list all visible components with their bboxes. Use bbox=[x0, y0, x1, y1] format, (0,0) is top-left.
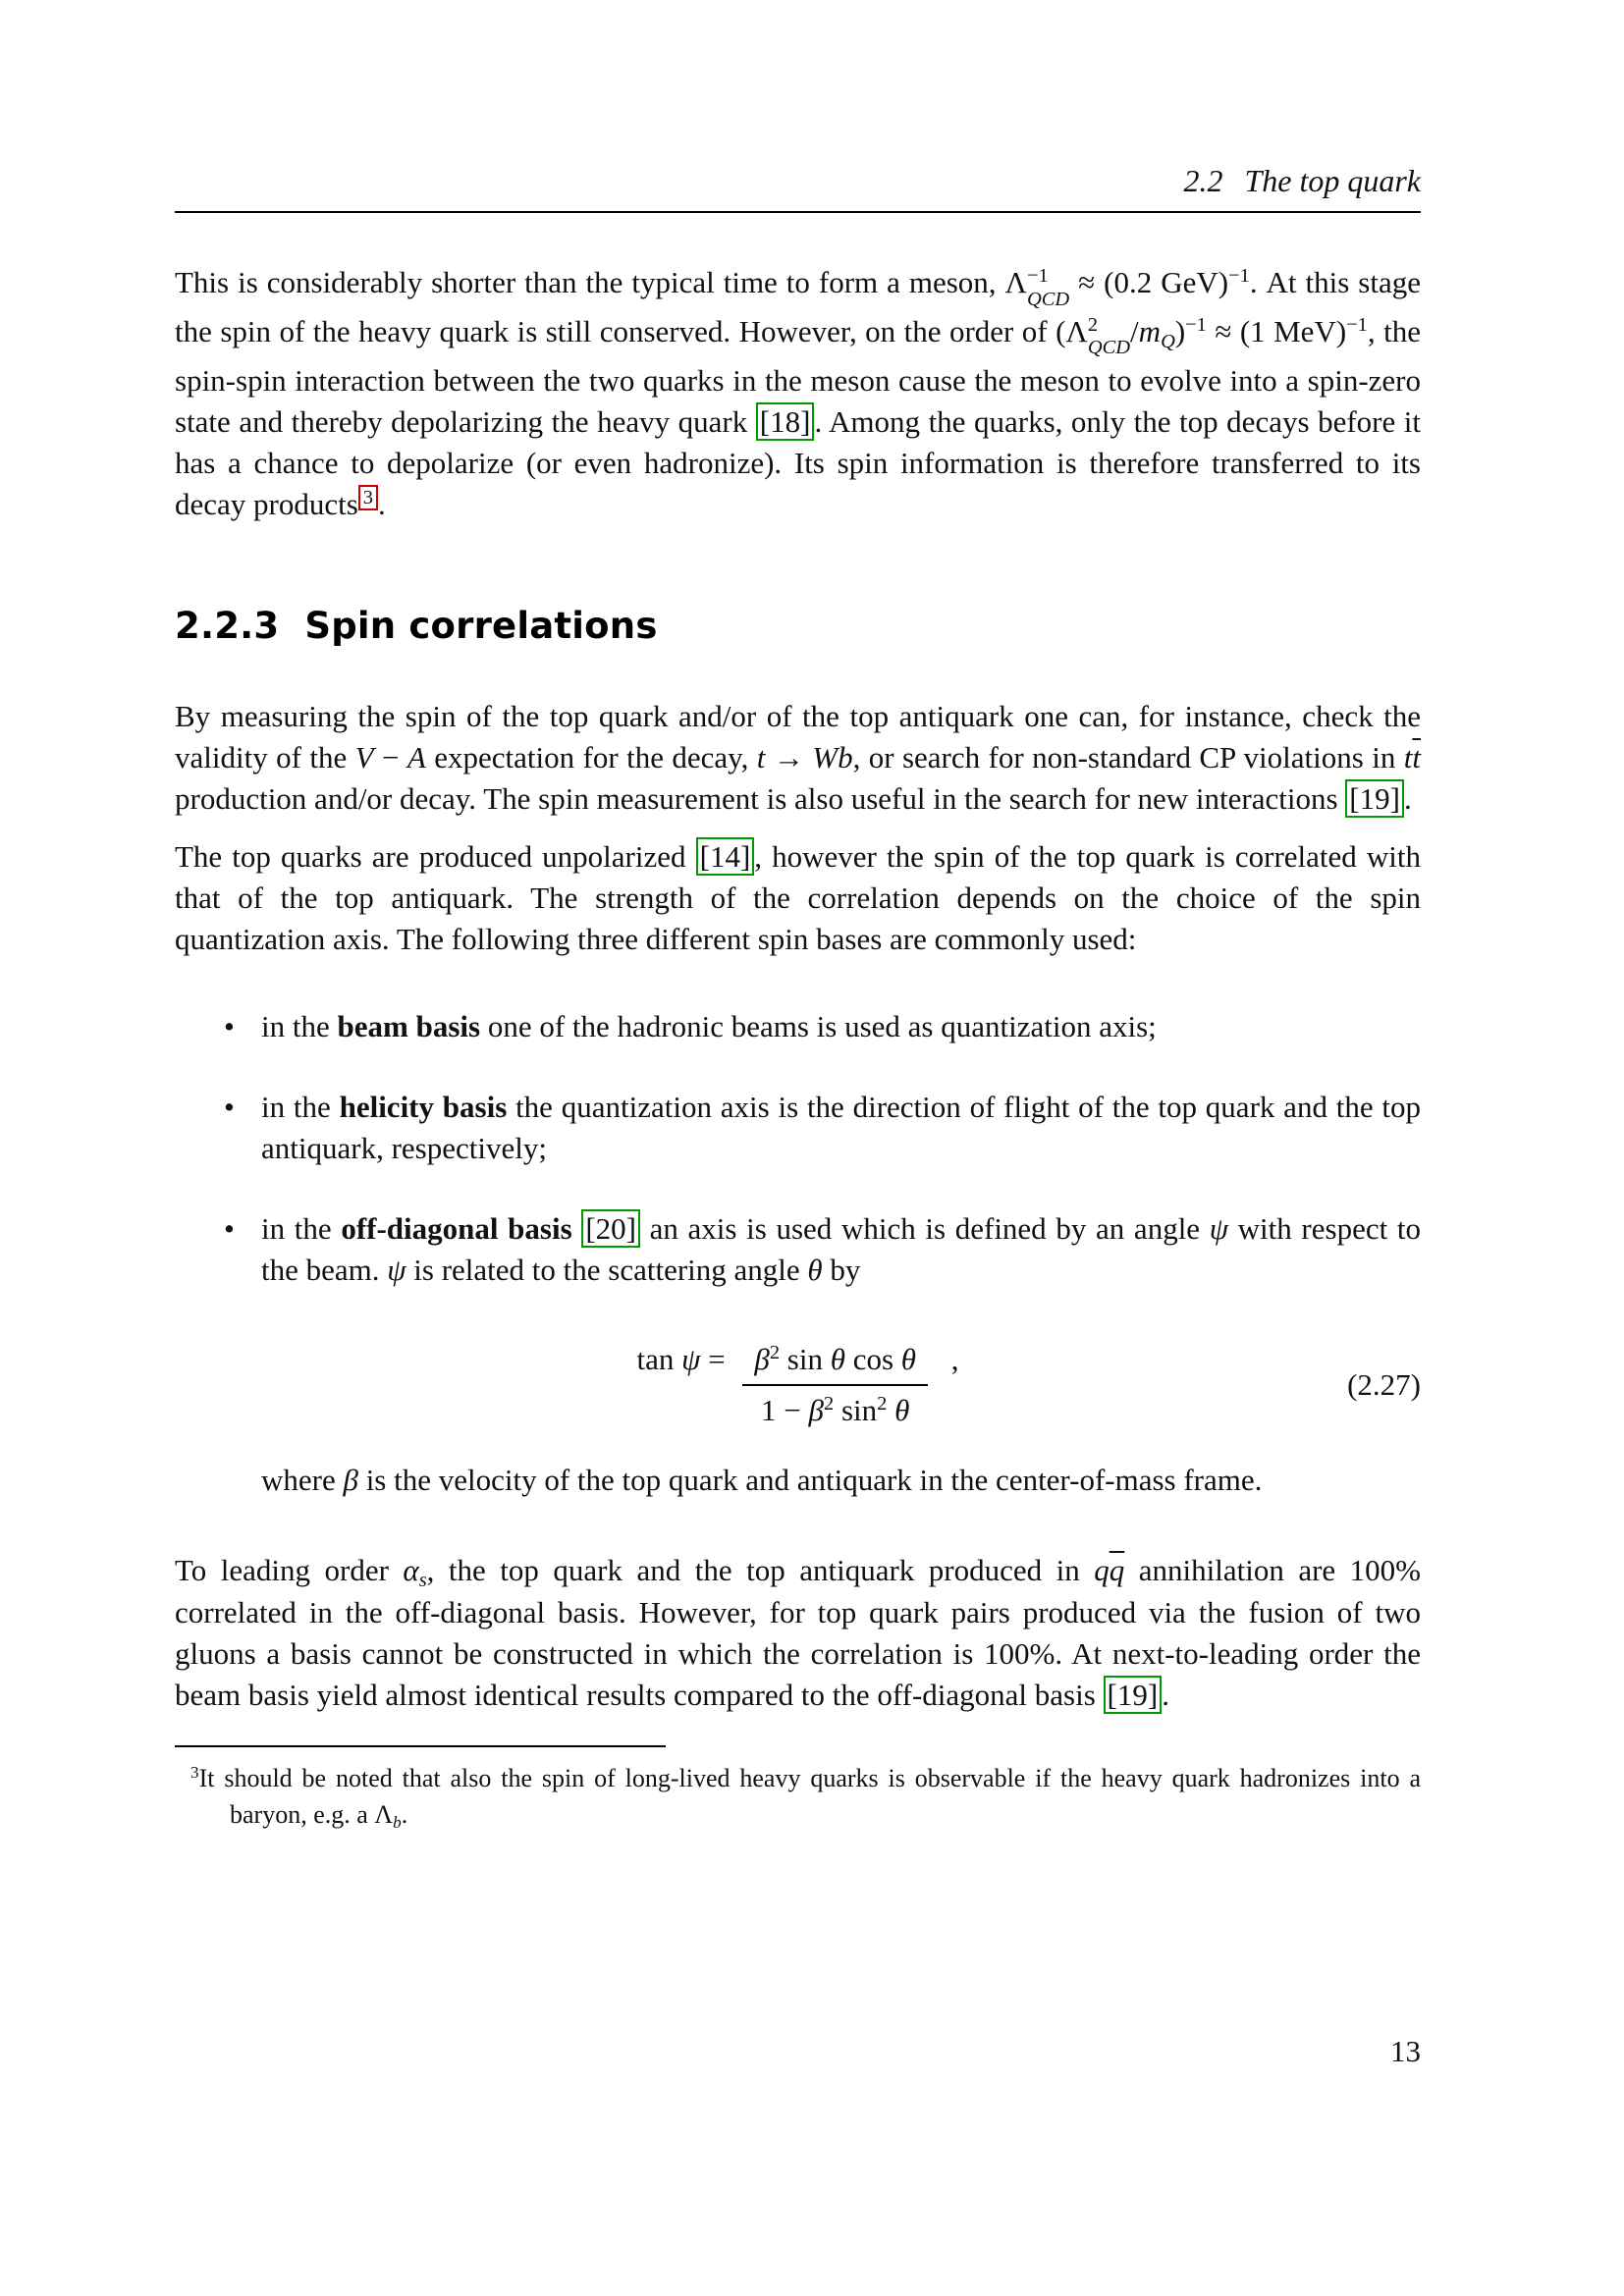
text-segment: Λ bbox=[374, 1799, 394, 1829]
text-segment: α bbox=[403, 1553, 419, 1588]
text-segment bbox=[887, 1393, 894, 1427]
text-segment: It should be noted that also the spin of long-lived heavy quarks is observable if the heavy quark hadronizes into a baryon, e.g. a bbox=[198, 1764, 1421, 1829]
text-segment: A bbox=[406, 739, 426, 774]
text-segment: . Among the quarks, only the top decays before it has a chance to depolarize (or even hadronize). Its spin information is therefore transferred to its decay products bbox=[175, 404, 1422, 522]
text-segment: 1 − bbox=[761, 1393, 809, 1428]
citation-link[interactable]: [18] bbox=[756, 402, 815, 441]
running-header-section-title: The top quark bbox=[1244, 163, 1421, 198]
text-segment: , however the spin of the top quark is correlated with that of the top antiquark. The strength of the correlation depends on the choice of the spin quantization axis. The following three different spin bases are commonly used: bbox=[175, 839, 1421, 957]
text-segment: $\overline{q}$ bbox=[1109, 1553, 1125, 1588]
equation-fraction bbox=[742, 1342, 928, 1428]
paragraph-spin-measurement bbox=[175, 696, 1421, 820]
text-segment: . bbox=[1162, 1677, 1169, 1712]
text-segment: , the top quark and the top antiquark produced in bbox=[426, 1553, 1095, 1588]
text-segment: By measuring the spin of the top quark and/or of the top antiquark one can, for instance, check the validity of the bbox=[175, 698, 1421, 774]
running-header-section-number: 2.2 bbox=[1183, 163, 1223, 198]
text-segment: −1 bbox=[1228, 265, 1250, 288]
text-segment: beam basis bbox=[337, 1008, 481, 1043]
section-heading bbox=[175, 605, 1421, 647]
text-segment: , the spin-spin interaction between the two quarks in the meson cause the meson to evolve into a spin-zero state and thereby depolarizing the heavy quark bbox=[175, 314, 1421, 440]
text-segment: β bbox=[754, 1342, 770, 1377]
citation-link[interactable]: [20] bbox=[581, 1209, 640, 1248]
text-segment: 2 bbox=[769, 1342, 781, 1364]
citation-link[interactable]: [19] bbox=[1104, 1676, 1163, 1714]
spin-bases-list bbox=[175, 1006, 1421, 1292]
text-segment: sin bbox=[780, 1342, 831, 1377]
text-segment: the quantization axis is the direction of flight of the top quark and the top antiquark, respectively; bbox=[261, 1089, 1422, 1165]
math-supsub: 2 QCD bbox=[1087, 313, 1131, 359]
paragraph-depolarization bbox=[175, 262, 1421, 525]
text-segment: ψ bbox=[1209, 1210, 1228, 1246]
text-segment: Λ bbox=[1004, 265, 1028, 300]
list-item-beam-basis bbox=[175, 1006, 1421, 1047]
text-segment: ψ bbox=[681, 1342, 701, 1377]
text-segment: $\overline{t}$ bbox=[1412, 739, 1421, 774]
text-segment: ≈ (1 MeV) bbox=[1206, 314, 1347, 349]
footnote-rule bbox=[175, 1745, 666, 1747]
citation-link[interactable]: [14] bbox=[696, 837, 755, 876]
equation-2-27 bbox=[175, 1330, 1421, 1440]
fraction-denominator bbox=[749, 1386, 921, 1428]
text-segment: Λ bbox=[1065, 314, 1088, 349]
text-segment: . bbox=[401, 1799, 408, 1829]
text-segment: θ bbox=[900, 1342, 917, 1377]
running-header bbox=[175, 162, 1421, 211]
text-segment: − bbox=[373, 739, 407, 774]
list-item-helicity-basis bbox=[175, 1087, 1421, 1169]
text-segment: θ bbox=[830, 1342, 845, 1377]
text-segment: ) bbox=[1174, 314, 1186, 349]
text-segment: Wb bbox=[812, 739, 853, 774]
text-column bbox=[175, 162, 1421, 1834]
text-segment: annihilation are 100% correlated in the off-diagonal basis. However, for top quark pairs produced via the fusion of two gluons a basis cannot be constructed in which the correlation is 100%. At next-to-leading order the beam basis yield almost identical results compared to the off-diagonal basis bbox=[175, 1553, 1421, 1712]
text-segment: The top quarks are produced unpolarized bbox=[175, 839, 696, 875]
text-segment: production and/or decay. The spin measurement is also useful in the search for new interactions bbox=[175, 780, 1346, 816]
text-segment: with respect to the beam. bbox=[261, 1210, 1421, 1288]
text-segment: off-diagonal basis bbox=[341, 1210, 572, 1246]
text-segment: expectation for the decay, bbox=[425, 739, 757, 774]
footnote-text bbox=[175, 1761, 1421, 1834]
text-segment: in the bbox=[261, 1089, 340, 1124]
text-segment: m bbox=[1138, 314, 1162, 349]
text-segment: β bbox=[343, 1463, 358, 1498]
text-segment: b bbox=[393, 1812, 402, 1832]
list-item-off-diagonal-basis bbox=[175, 1208, 1421, 1291]
bullet-icon: • bbox=[224, 1210, 235, 1246]
list-item-text bbox=[261, 1009, 1157, 1043]
text-segment: V bbox=[354, 739, 374, 774]
text-segment: 2 bbox=[877, 1393, 888, 1415]
text-segment: 3 bbox=[190, 1762, 199, 1782]
text-segment: is related to the scattering angle bbox=[406, 1253, 808, 1288]
text-segment: −1 bbox=[1185, 313, 1207, 336]
text-segment: tan bbox=[636, 1342, 682, 1377]
text-segment: . bbox=[1403, 780, 1412, 816]
paragraph-leading-order bbox=[175, 1550, 1421, 1716]
text-segment: cos bbox=[844, 1342, 901, 1377]
text-segment: θ bbox=[894, 1393, 910, 1428]
text-segment: Q bbox=[1161, 330, 1175, 352]
paragraph-spin-bases-intro bbox=[175, 836, 1421, 960]
text-segment: ≈ (0.2 GeV) bbox=[1069, 265, 1229, 300]
text-segment: / bbox=[1130, 314, 1139, 349]
text-segment: helicity basis bbox=[339, 1089, 508, 1124]
list-item-text bbox=[261, 1209, 1421, 1287]
list-item-text bbox=[261, 1090, 1421, 1165]
text-segment bbox=[572, 1211, 582, 1246]
text-segment: ψ bbox=[387, 1253, 406, 1288]
text-segment: β bbox=[808, 1393, 824, 1428]
text-segment: t bbox=[756, 739, 766, 774]
equation-number: (2.27) bbox=[1347, 1367, 1421, 1403]
text-segment: = bbox=[700, 1342, 726, 1377]
text-segment: θ bbox=[807, 1253, 823, 1288]
footnote-area bbox=[175, 1745, 1421, 1834]
text-segment: s bbox=[418, 1570, 427, 1592]
text-segment: in the bbox=[261, 1210, 342, 1246]
text-segment: −1 bbox=[1346, 313, 1368, 336]
text-segment: To leading order bbox=[175, 1553, 404, 1588]
text-segment: by bbox=[822, 1253, 861, 1288]
text-segment: is the velocity of the top quark and antiquark in the center-of-mass frame. bbox=[357, 1463, 1263, 1498]
text-segment: where bbox=[261, 1463, 344, 1498]
list-item-continuation bbox=[175, 1460, 1421, 1501]
text-segment: 2 bbox=[823, 1393, 835, 1415]
text-segment: . bbox=[378, 487, 386, 522]
citation-link[interactable]: [19] bbox=[1345, 779, 1404, 818]
bullet-icon: • bbox=[224, 1008, 235, 1043]
footnote-marker-link[interactable]: 3 bbox=[358, 485, 378, 510]
text-segment: This is considerably shorter than the typical time to form a meson, bbox=[175, 265, 1005, 300]
fraction-numerator bbox=[742, 1342, 928, 1386]
text-segment: . At this stage the spin of the heavy quark is still conserved. However, on the order of ( bbox=[175, 265, 1421, 349]
text-segment: , or search for non-standard CP violations in bbox=[852, 739, 1404, 774]
text-segment: in the bbox=[261, 1008, 338, 1043]
text-segment: q bbox=[1094, 1553, 1110, 1588]
text-segment: t bbox=[1403, 739, 1413, 774]
math-supsub: −1 QCD bbox=[1027, 265, 1070, 310]
equation-punctuation: , bbox=[950, 1342, 959, 1377]
text-segment: one of the hadronic beams is used as quantization axis; bbox=[480, 1008, 1157, 1043]
equation-expression bbox=[636, 1342, 958, 1428]
section-heading-number: 2.2.3 bbox=[175, 604, 280, 647]
text-segment: → bbox=[765, 739, 813, 774]
text-segment: sin bbox=[834, 1393, 878, 1428]
text-segment: an axis is used which is defined by an angle bbox=[639, 1210, 1210, 1246]
bullet-icon: • bbox=[224, 1089, 235, 1124]
equation-lhs bbox=[636, 1342, 725, 1376]
page-number: 13 bbox=[1390, 2034, 1421, 2068]
section-heading-title: Spin correlations bbox=[304, 604, 658, 647]
header-rule bbox=[175, 211, 1421, 213]
